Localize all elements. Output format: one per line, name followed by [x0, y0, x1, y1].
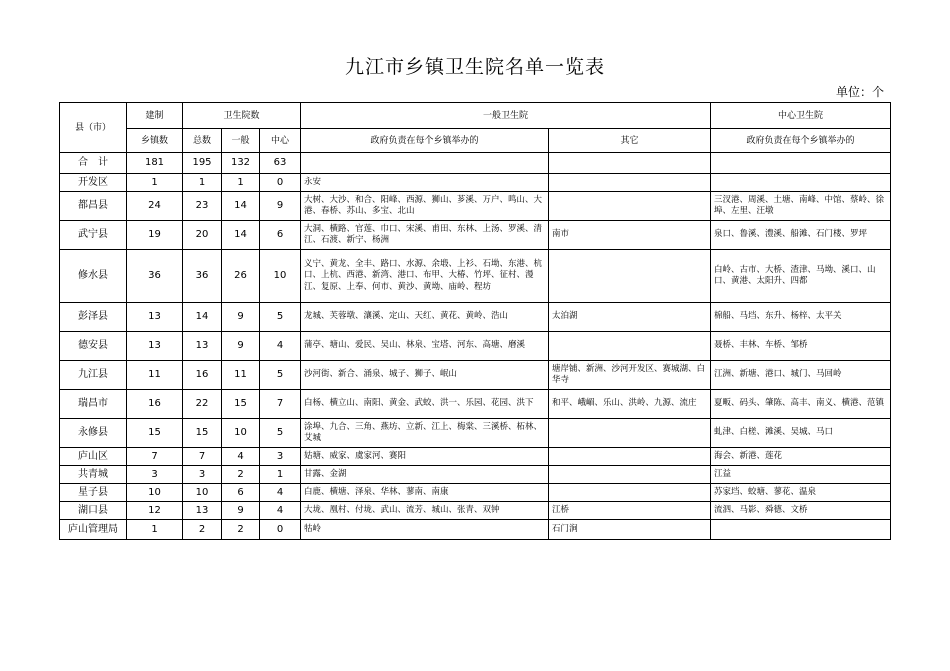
table-row [60, 192, 891, 221]
county-name: 星子县 [60, 484, 127, 502]
center-list [711, 174, 891, 192]
total-count: 13 [183, 502, 222, 520]
general-count: 11 [222, 361, 260, 390]
towns-count: 1 [127, 520, 183, 540]
general-count: 14 [222, 192, 260, 221]
center-count: 63 [260, 153, 301, 174]
towns-count: 11 [127, 361, 183, 390]
table-row [60, 332, 891, 361]
center-list: 棉船、马垱、东升、杨梓、太平关 [711, 303, 891, 332]
center-list: 三汊港、周溪、土塘、南峰、中馆、蔡岭、徐埠、左里、汪墩 [711, 192, 891, 221]
center-count: 4 [260, 484, 301, 502]
county-name: 瑞昌市 [60, 390, 127, 419]
center-count: 5 [260, 419, 301, 448]
general-list: 大树、大沙、和合、阳峰、西源、狮山、芗溪、万户、鸣山、大港、春桥、苏山、多宝、北山 [301, 192, 549, 221]
towns-count: 181 [127, 153, 183, 174]
general-count: 132 [222, 153, 260, 174]
general-list: 大垅、凰村、付垅、武山、流芳、城山、张青、双钟 [301, 502, 549, 520]
center-count: 3 [260, 448, 301, 466]
hospital-table [59, 102, 891, 540]
general-count: 9 [222, 303, 260, 332]
center-list: 虬津、白槎、滩溪、吴城、马口 [711, 419, 891, 448]
total-count: 20 [183, 221, 222, 250]
total-count: 3 [183, 466, 222, 484]
other-list [549, 484, 711, 502]
header-total: 总数 [183, 129, 222, 153]
header-other: 其它 [549, 129, 711, 153]
other-list: 江桥 [549, 502, 711, 520]
total-count: 15 [183, 419, 222, 448]
total-count: 195 [183, 153, 222, 174]
table-row [60, 484, 891, 502]
total-count: 36 [183, 250, 222, 303]
towns-count: 13 [127, 303, 183, 332]
center-list: 苏家垱、蛟塘、蓼花、温泉 [711, 484, 891, 502]
general-count: 26 [222, 250, 260, 303]
general-count: 14 [222, 221, 260, 250]
other-list: 和平、峨嵋、乐山、洪岭、九源、流庄 [549, 390, 711, 419]
county-name: 合 计 [60, 153, 127, 174]
other-list [549, 250, 711, 303]
center-count: 5 [260, 361, 301, 390]
general-count: 10 [222, 419, 260, 448]
table-row [60, 221, 891, 250]
center-count: 5 [260, 303, 301, 332]
county-name: 湖口县 [60, 502, 127, 520]
total-count: 10 [183, 484, 222, 502]
other-list [549, 332, 711, 361]
header-county: 县（市） [60, 103, 127, 153]
towns-count: 24 [127, 192, 183, 221]
center-count: 0 [260, 520, 301, 540]
center-list: 江益 [711, 466, 891, 484]
other-list [549, 448, 711, 466]
general-list: 涂埠、九合、三角、燕坊、立新、江上、梅棠、三溪桥、柘林、艾城 [301, 419, 549, 448]
county-name: 庐山管理局 [60, 520, 127, 540]
center-count: 6 [260, 221, 301, 250]
county-name: 永修县 [60, 419, 127, 448]
header-center: 中心 [260, 129, 301, 153]
towns-count: 16 [127, 390, 183, 419]
other-list [549, 174, 711, 192]
table-row [60, 361, 891, 390]
header-general: 一般 [222, 129, 260, 153]
header-weisheng: 卫生院数 [183, 103, 301, 129]
county-name: 共青城 [60, 466, 127, 484]
unit-label: 单位：个 [835, 85, 884, 99]
total-count: 7 [183, 448, 222, 466]
towns-count: 19 [127, 221, 183, 250]
table-row [60, 448, 891, 466]
towns-count: 13 [127, 332, 183, 361]
general-list: 大洞、横路、官莲、巾口、宋溪、甫田、东林、上汤、罗溪、清江、石渡、新宁、杨洲 [301, 221, 549, 250]
towns-count: 7 [127, 448, 183, 466]
towns-count: 1 [127, 174, 183, 192]
center-list [711, 153, 891, 174]
general-count: 1 [222, 174, 260, 192]
other-list: 太泊湖 [549, 303, 711, 332]
table-row [60, 520, 891, 540]
total-count: 2 [183, 520, 222, 540]
other-list: 石门涧 [549, 520, 711, 540]
table-row [60, 174, 891, 192]
other-list [549, 419, 711, 448]
table-row [60, 390, 891, 419]
center-list: 夏畈、码头、肇陈、高丰、南义、横港、范镇 [711, 390, 891, 419]
general-list: 义宁、黄龙、全丰、路口、水源、余塅、上衫、石坳、东港、杭口、上杭、西港、新湾、港口、布甲、大椿、竹坪、征村、漫江、复原、上奉、何市、黄沙、黄坳、庙岭、程坊 [301, 250, 549, 303]
general-list: 姑塘、威家、虞家河、赛阳 [301, 448, 549, 466]
header-towns: 乡镇数 [127, 129, 183, 153]
towns-count: 15 [127, 419, 183, 448]
center-count: 4 [260, 502, 301, 520]
general-count: 15 [222, 390, 260, 419]
county-name: 修水县 [60, 250, 127, 303]
total-count: 13 [183, 332, 222, 361]
center-list: 聂桥、丰林、车桥、邹桥 [711, 332, 891, 361]
general-list: 沙河街、新合、涌泉、城子、狮子、岷山 [301, 361, 549, 390]
header-jianzhi: 建制 [127, 103, 183, 129]
county-name: 德安县 [60, 332, 127, 361]
towns-count: 12 [127, 502, 183, 520]
general-list: 蒲亭、塘山、爱民、吴山、林泉、宝塔、河东、高塘、磨溪 [301, 332, 549, 361]
table-row [60, 303, 891, 332]
center-list: 海会、新港、莲花 [711, 448, 891, 466]
general-list: 龙城、芙蓉墩、瀼溪、定山、天红、黄花、黄岭、浩山 [301, 303, 549, 332]
other-list: 塘岸铺、新洲、沙河开发区、赛城湖、白华寺 [549, 361, 711, 390]
county-name: 开发区 [60, 174, 127, 192]
header-gov-run: 政府负责在每个乡镇举办的 [301, 129, 549, 153]
center-count: 10 [260, 250, 301, 303]
general-list: 永安 [301, 174, 549, 192]
other-list [549, 466, 711, 484]
table-row [60, 250, 891, 303]
general-list: 牯岭 [301, 520, 549, 540]
total-count: 23 [183, 192, 222, 221]
total-count: 16 [183, 361, 222, 390]
county-name: 彭泽县 [60, 303, 127, 332]
center-list: 流泗、马影、舜德、文桥 [711, 502, 891, 520]
center-count: 7 [260, 390, 301, 419]
table-row [60, 153, 891, 174]
other-list: 南市 [549, 221, 711, 250]
general-list [301, 153, 549, 174]
general-count: 9 [222, 502, 260, 520]
county-name: 都昌县 [60, 192, 127, 221]
county-name: 庐山区 [60, 448, 127, 466]
towns-count: 10 [127, 484, 183, 502]
other-list [549, 153, 711, 174]
center-list [711, 520, 891, 540]
county-name: 九江县 [60, 361, 127, 390]
general-count: 4 [222, 448, 260, 466]
center-list: 江洲、新塘、港口、城门、马回岭 [711, 361, 891, 390]
page-title: 九江市乡镇卫生院名单一览表 [344, 56, 605, 78]
total-count: 1 [183, 174, 222, 192]
table-row [60, 502, 891, 520]
general-list: 白杨、横立山、南阳、黄金、武蛟、洪一、乐园、花园、洪下 [301, 390, 549, 419]
center-list: 泉口、鲁溪、澧溪、船滩、石门楼、罗坪 [711, 221, 891, 250]
header-general-group: 一般卫生院 [301, 103, 711, 129]
center-count: 9 [260, 192, 301, 221]
center-count: 4 [260, 332, 301, 361]
general-list: 白鹿、横塘、泽泉、华林、蓼南、南康 [301, 484, 549, 502]
table-row [60, 466, 891, 484]
towns-count: 36 [127, 250, 183, 303]
center-list: 白岭、古市、大桥、渣津、马坳、溪口、山口、黄港、太阳升、四都 [711, 250, 891, 303]
county-name: 武宁县 [60, 221, 127, 250]
general-count: 6 [222, 484, 260, 502]
general-list: 甘露、金湖 [301, 466, 549, 484]
header-center-group: 中心卫生院 [711, 103, 891, 129]
towns-count: 3 [127, 466, 183, 484]
general-count: 9 [222, 332, 260, 361]
total-count: 22 [183, 390, 222, 419]
other-list [549, 192, 711, 221]
general-count: 2 [222, 466, 260, 484]
center-count: 0 [260, 174, 301, 192]
center-count: 1 [260, 466, 301, 484]
header-gov-run-center: 政府负责在每个乡镇举办的 [711, 129, 891, 153]
total-count: 14 [183, 303, 222, 332]
general-count: 2 [222, 520, 260, 540]
table-row [60, 419, 891, 448]
